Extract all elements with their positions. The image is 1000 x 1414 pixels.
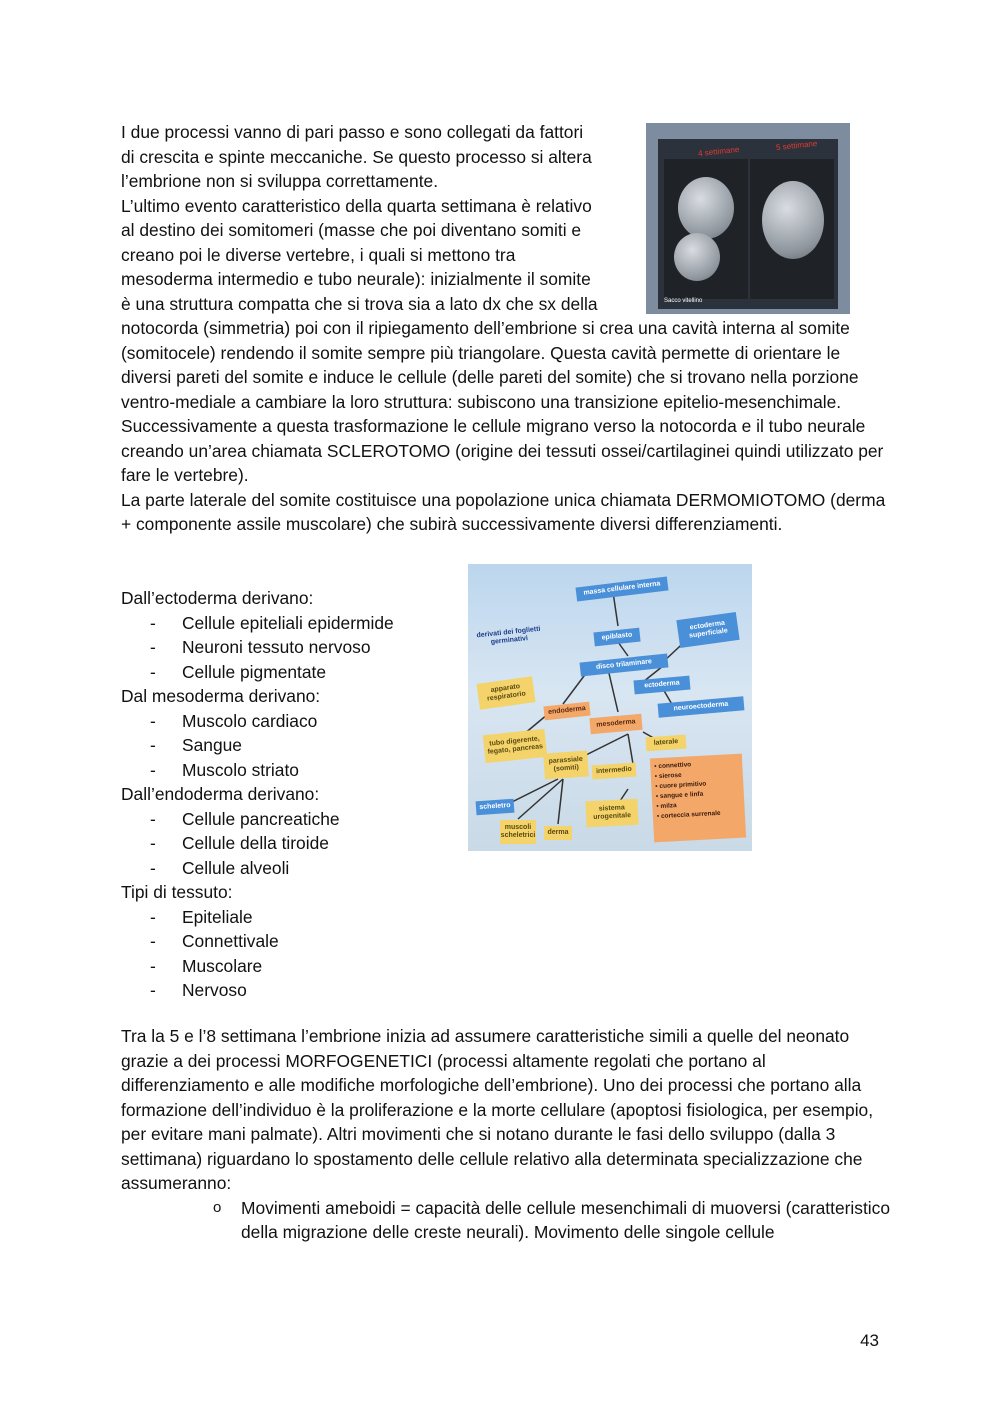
- morphogenesis-text: [121, 1024, 891, 1245]
- germ-layers-diagram-photo: [468, 564, 752, 851]
- endoderm-list: [121, 807, 481, 881]
- list-heading-tissues: Tipi di tessuto:: [121, 882, 233, 902]
- list-item: - Cellule pancreatiche: [121, 807, 481, 832]
- diagram-neuroectoderma: neuroectoderma: [658, 696, 745, 717]
- diagram-sistema-urogenitale: sistema urogenitale: [585, 799, 638, 828]
- page-number: 43: [860, 1331, 879, 1350]
- list-heading-endoderm: Dall’endoderma derivano:: [121, 784, 320, 804]
- lateral-item: • sangue e linfa: [655, 790, 704, 801]
- paragraph-morphogenesis: Tra la 5 e l’8 settimana l’embrione inizia ad assumere caratteristiche simili a quelle del neonato grazie a dei processi MORFOGENETICI (processi altamente regolati che portano al differenziamento e alle modifiche morfologiche dell’embrione). Uno dei processi che portano alla formazione dell’individuo è la proliferazione e la morte cellulare (apoptosi fisiologica, per esempio, per evitare mani palmate). Altri movimenti che si notano durante le fasi dello sviluppo (dalla 3 settimana) riguardano lo spostamento delle cellule relativo alla determinata specializzazione che assumeranno:: [121, 1026, 874, 1193]
- photo-screen: [658, 139, 838, 309]
- list-item: - Connettivale: [121, 929, 481, 954]
- paragraph-continuation: notocorda (simmetria) poi con il ripiegamento dell’embrione si crea una cavità interna al somite (somitocele) rendendo il somite sempre più triangolare. Questa cavità permette di orientare le diversi pareti del somite e induce le cellule (delle pareti del somite) che si trovano nella porzione ventro-mediale a cambiare la loro struttura: subiscono una transizione epitelio-mesenchimale. Successivamente a questa trasformazione le cellule migrano verso la notocorda e il tubo neurale creando un’area chiamata SCLEROTOMO (origine dei tessuti ossei/cartilaginei quindi utilizzato per fare le vertebre).: [121, 318, 884, 485]
- ectoderm-list: [121, 611, 481, 685]
- diagram-disco-trilaminare: disco trilaminare: [580, 653, 669, 676]
- diagram-derma: derma: [544, 826, 572, 840]
- lateral-item: • sierose: [654, 771, 682, 781]
- intro-narrow-text: [121, 120, 636, 316]
- mesoderm-list: [121, 709, 481, 783]
- tissue-list: [121, 905, 481, 1003]
- list-item: - Neuroni tessuto nervoso: [121, 635, 481, 660]
- lateral-item: • cuore primitivo: [655, 780, 707, 791]
- list-item: - Nervoso: [121, 978, 481, 1003]
- list-heading-mesoderm: Dal mesoderma derivano:: [121, 686, 321, 706]
- text-line: L’ultimo evento caratteristico della quarta settimana è relativo: [121, 195, 592, 216]
- diagram-lateral-derivatives: [650, 754, 746, 843]
- embryo-shape: [678, 177, 734, 239]
- list-item: - Cellule epiteliali epidermide: [121, 611, 481, 636]
- diagram-endoderma: endoderma: [543, 702, 590, 721]
- photo-pane-left: [664, 159, 748, 299]
- yolk-sac-shape: [674, 233, 720, 281]
- text-line: è una struttura compatta che si trova sia a lato dx che sx della: [121, 293, 598, 314]
- text-line: I due processi vanno di pari passo e sono collegati da fattori: [121, 122, 584, 142]
- bullet-text: Movimenti ameboidi = capacità delle cellule mesenchimali di muoversi (caratteristico della migrazione delle creste neurali). Movimento delle singole cellule: [241, 1197, 891, 1242]
- paragraph-dermomiotomo: La parte laterale del somite costituisce una popolazione unica chiamata DERMOMIOTOMO (derma + componente assile muscolare) che subirà successivamente diversi differenziamenti.: [121, 489, 886, 534]
- list-item: - Sangue: [121, 733, 481, 758]
- text-line: creano poi le diverse vertebre, i quali si mettono tra: [121, 244, 516, 265]
- label-4-weeks: 4 settimane: [697, 144, 740, 159]
- list-item: - Cellule della tiroide: [121, 831, 481, 856]
- diagram-parassiale: parassiale (somiti): [543, 750, 589, 779]
- yolk-sac-caption: Sacco vitellino: [664, 298, 703, 304]
- lateral-item: • connettivo: [654, 761, 692, 771]
- list-item: - Muscolo cardiaco: [121, 709, 481, 734]
- list-item: - Muscolo striato: [121, 758, 481, 783]
- diagram-title: derivati dei foglietti germinativi: [476, 625, 541, 646]
- lateral-item: • corteccia surrenale: [656, 809, 721, 821]
- diagram-massa: massa cellulare interna: [575, 576, 668, 601]
- text-line: l’embrione non si sviluppa correttamente.: [121, 171, 439, 191]
- photo-pane-right: [750, 159, 834, 299]
- list-item: - Epiteliale: [121, 905, 481, 930]
- diagram-tubo-digerente: tubo digerente, fegato, pancreas: [483, 729, 548, 763]
- movement-list: [121, 1196, 891, 1245]
- derivatives-lists: [121, 586, 481, 1003]
- list-heading-ectoderm: Dall’ectoderma derivano:: [121, 588, 314, 608]
- bullet-symbol: o: [213, 1198, 222, 1216]
- diagram-mesoderma: mesoderma: [589, 714, 642, 734]
- intro-wide-text: [121, 316, 891, 537]
- diagram-intermedio: intermedio: [592, 762, 637, 779]
- diagram-muscoli-scheletrici: muscoli scheletrici: [500, 820, 536, 844]
- text-line: di crescita e spinte meccaniche. Se questo processo si altera: [121, 146, 592, 167]
- diagram-epiblasto: epiblasto: [593, 628, 640, 647]
- list-item: [213, 1196, 891, 1245]
- list-item: - Muscolare: [121, 954, 481, 979]
- list-item: - Cellule pigmentate: [121, 660, 481, 685]
- embryo-photo: [646, 123, 850, 314]
- list-item: - Cellule alveoli: [121, 856, 481, 881]
- text-line: mesoderma intermedio e tubo neurale): inizialmente il somite: [121, 269, 591, 289]
- text-line: al destino dei somitomeri (masse che poi diventano somiti e: [121, 220, 582, 240]
- diagram-ectoderma-superficiale: ectoderma superficiale: [676, 612, 739, 648]
- embryo-shape: [762, 181, 824, 259]
- diagram-laterale: laterale: [646, 735, 687, 752]
- diagram-apparato-respiratorio: apparato respiratorio: [476, 676, 535, 710]
- diagram-scheletro: scheletro: [476, 799, 515, 816]
- diagram-ectoderma: ectoderma: [633, 676, 690, 695]
- lateral-item: • milza: [656, 802, 677, 811]
- label-5-weeks: 5 settimane: [775, 138, 818, 153]
